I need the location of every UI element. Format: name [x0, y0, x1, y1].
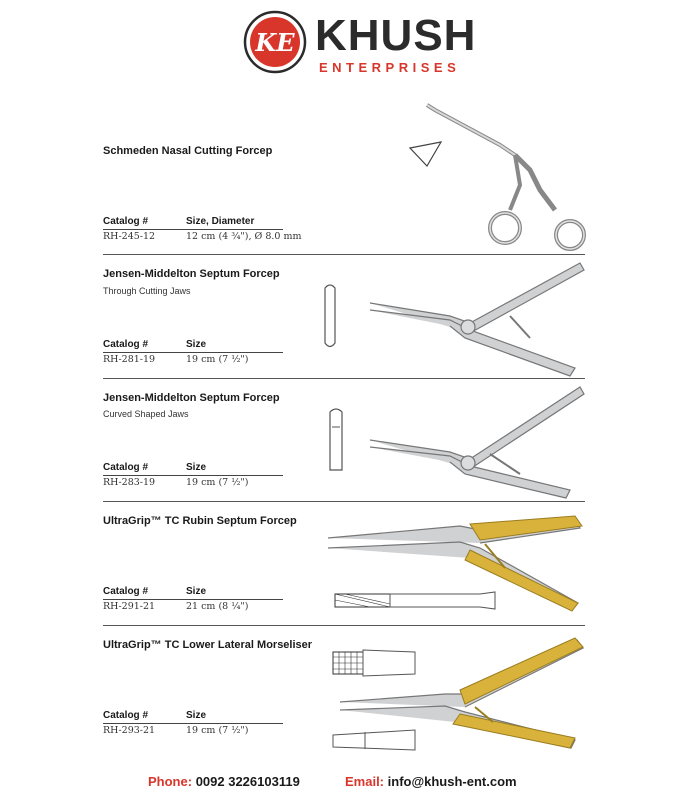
schmeden-forcep-image [405, 100, 595, 255]
header-rule [103, 475, 283, 476]
header-rule [103, 723, 283, 724]
jensen-forcep-curved-image [320, 382, 590, 502]
size-label: Size [186, 339, 207, 350]
product-title: UltraGrip™ TC Lower Lateral Morseliser [103, 639, 313, 651]
size-value: 21 cm (8 ¼") [186, 601, 249, 612]
brand-name: KHUSH [315, 11, 477, 60]
section-divider [103, 625, 585, 626]
section-divider [103, 378, 585, 379]
footer-email [345, 774, 517, 789]
logo-emblem [243, 10, 307, 74]
rubin-forcep-image [320, 508, 590, 618]
catalog-label: Catalog # [103, 462, 149, 473]
product-title: UltraGrip™ TC Rubin Septum Forcep [103, 515, 297, 527]
section-divider [103, 254, 585, 255]
phone-label: Phone: [148, 774, 193, 789]
header-rule [103, 599, 283, 600]
size-value: 19 cm (7 ½") [186, 354, 249, 365]
size-value: 12 cm (4 ¾"), Ø 8.0 mm [186, 231, 302, 242]
size-label: Size [186, 462, 207, 473]
jaw-profile-icon [330, 409, 342, 470]
catalog-number: RH-283-19 [103, 477, 156, 488]
jaw-profile-icon [325, 285, 335, 347]
size-label: Size [186, 710, 207, 721]
brand-logo [243, 10, 477, 80]
catalog-number: RH-293-21 [103, 725, 156, 736]
catalog-label: Catalog # [103, 339, 149, 350]
size-value: 19 cm (7 ½") [186, 725, 249, 736]
size-label: Size [186, 586, 207, 597]
header-rule [103, 229, 283, 230]
product-title: Jensen-Middelton Septum Forcep [103, 392, 280, 404]
tip-section-icon [410, 142, 441, 166]
morseliser-image [325, 632, 590, 757]
brand-tagline: ENTERPRISES [319, 60, 461, 75]
jaw-profile-icon [333, 730, 415, 750]
product-title: Jensen-Middelton Septum Forcep [103, 268, 280, 280]
size-value: 19 cm (7 ½") [186, 477, 249, 488]
product-subtitle: Curved Shaped Jaws [103, 409, 189, 419]
catalog-label: Catalog # [103, 586, 149, 597]
catalog-label: Catalog # [103, 216, 149, 227]
product-title: Schmeden Nasal Cutting Forcep [103, 145, 273, 157]
email-label: Email: [345, 774, 385, 789]
catalog-number: RH-281-19 [103, 354, 156, 365]
jensen-forcep-through-image [320, 258, 590, 378]
email-address[interactable]: info@khush-ent.com [387, 774, 517, 789]
product-subtitle: Through Cutting Jaws [103, 286, 191, 296]
logo-monogram: KE [255, 28, 295, 57]
size-label: Size, Diameter [186, 216, 255, 227]
catalog-number: RH-245-12 [103, 231, 156, 242]
catalog-number: RH-291-21 [103, 601, 156, 612]
phone-number[interactable]: 0092 3226103119 [195, 774, 300, 789]
section-divider [103, 501, 585, 502]
catalog-label: Catalog # [103, 710, 149, 721]
footer-phone [148, 774, 300, 789]
header-rule [103, 352, 283, 353]
